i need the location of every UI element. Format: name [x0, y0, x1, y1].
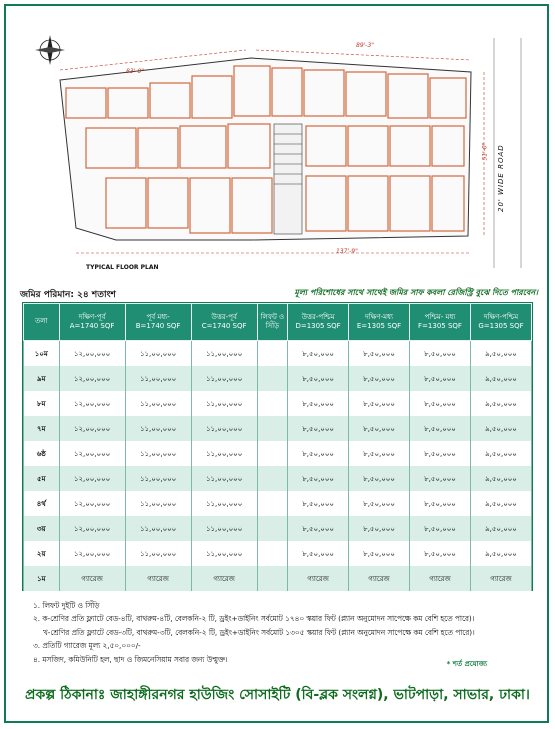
price-cell: ৮,৫০,০০০ — [288, 441, 349, 466]
column-header — [191, 304, 257, 341]
price-table-container — [22, 302, 533, 591]
column-header-line1: লিফট ও — [260, 312, 285, 321]
column-header — [410, 304, 471, 341]
price-cell: ১১,০০,০০০ — [191, 466, 257, 491]
price-cell — [257, 516, 287, 541]
price-cell: ৮,৫০,০০০ — [349, 366, 410, 391]
table-row — [24, 391, 532, 416]
price-cell: ৮,৫০,০০০ — [349, 466, 410, 491]
project-address: প্রকল্প ঠিকানাঃ জাহাঙ্গীরনগর হাউজিং সোসাইটি (বি-ব্লক সংলগ্ন), ভাটপাড়া, সাভার, ঢাকা। — [25, 687, 530, 703]
table-row — [24, 341, 532, 367]
column-header-line1: উত্তর-পূর্ব — [211, 312, 237, 321]
price-cell: ৯,৫০,০০০ — [470, 366, 531, 391]
price-cell — [257, 491, 287, 516]
price-cell — [257, 466, 287, 491]
floor-cell: ৫ম — [24, 466, 60, 491]
note-item: খ-শ্রেণির প্রতি ফ্ল্যাটে বেড-৩টি, বাথরুম-৩টি, বেলকনি-২ টি, ড্রইং+ডাইনিং সর্বমোট ১৩০৫ স্কয়ার ফিট (প্ল্যান অনুমোদন সাপেক্ষে কম বেশি হতে পারে)। — [43, 627, 475, 637]
price-cell: ১১,০০,০০০ — [125, 491, 191, 516]
price-cell: ৮,৫০,০০০ — [410, 466, 471, 491]
price-cell: ৯,৫০,০০০ — [470, 441, 531, 466]
price-table — [23, 303, 532, 591]
dim-top-label: 89'-3" — [356, 42, 375, 49]
column-header-line1: উত্তর-পশ্চিম — [301, 312, 335, 321]
table-row — [24, 541, 532, 566]
column-header — [470, 304, 531, 341]
price-cell: ১১,০০,০০০ — [191, 341, 257, 367]
price-cell: ৮,৫০,০০০ — [288, 366, 349, 391]
table-row — [24, 491, 532, 516]
price-cell: ৮,৫০,০০০ — [410, 391, 471, 416]
table-row — [24, 416, 532, 441]
price-cell: ৯,৫০,০০০ — [470, 516, 531, 541]
price-cell: ৯,৫০,০০০ — [470, 341, 531, 367]
column-header-line2: A=1740 SQF — [69, 322, 115, 330]
floor-cell: ৪র্থ — [24, 491, 60, 516]
price-cell: ৯,৫০,০০০ — [470, 541, 531, 566]
floor-cell: ৮ম — [24, 391, 60, 416]
price-cell: ৮,৫০,০০০ — [410, 441, 471, 466]
column-header-line2: C=1740 SQF — [201, 322, 247, 330]
note-item: ৪. মসজিদ, কমিউনিটি হল, ছাদ ও জিমনেসিয়াম সবার জন্য উন্মুক্ত। — [33, 654, 228, 664]
plan-caption: TYPICAL FLOOR PLAN — [86, 264, 159, 271]
column-header-line2: D=1305 SQF — [295, 322, 341, 330]
price-cell: ১১,০০,০০০ — [191, 441, 257, 466]
price-cell: ১১,০০,০০০ — [125, 416, 191, 441]
floor-cell: ৬ষ্ঠ — [24, 441, 60, 466]
price-cell: ৯,৫০,০০০ — [470, 416, 531, 441]
land-area-text: জমির পরিমান: ২৪ শতাংশ — [20, 290, 116, 300]
road-label: 20' WIDE ROAD — [497, 144, 505, 212]
price-cell — [257, 416, 287, 441]
column-header — [125, 304, 191, 341]
price-cell: ১১,০০,০০০ — [191, 416, 257, 441]
price-cell: ১২,০০,০০০ — [59, 466, 125, 491]
price-cell: ১২,০০,০০০ — [59, 441, 125, 466]
floor-plan-drawing — [16, 28, 536, 276]
price-cell: ৮,৫০,০০০ — [410, 366, 471, 391]
column-header — [24, 304, 60, 341]
dim-right-label: 51'-0" — [481, 142, 489, 161]
price-cell: ১২,০০,০০০ — [59, 366, 125, 391]
price-cell: ১১,০০,০০০ — [125, 341, 191, 367]
price-cell: ৮,৫০,০০০ — [410, 416, 471, 441]
dim-bottom-label: 137'-9" — [336, 248, 358, 255]
price-cell: ১২,০০,০০০ — [59, 516, 125, 541]
note-item: ২. ক-শ্রেণির প্রতি ফ্ল্যাটে বেড-৪টি, বাথরুম-৪টি, বেলকনি-২ টি, ড্রইং+ডাইনিং সর্বমোট ১৭৪০ স্কয়ার ফিট (প্ল্যান অনুমোদন সাপেক্ষে কম বেশি হতে পারে)। — [33, 614, 475, 624]
price-cell: গ্যারেজ — [125, 566, 191, 591]
price-cell: ১১,০০,০০০ — [191, 366, 257, 391]
price-cell: ১১,০০,০০০ — [125, 466, 191, 491]
price-cell: ১১,০০,০০০ — [125, 391, 191, 416]
floor-cell: ৯ম — [24, 366, 60, 391]
column-header — [288, 304, 349, 341]
price-cell: ১১,০০,০০০ — [125, 441, 191, 466]
price-cell: গ্যারেজ — [59, 566, 125, 591]
column-header — [349, 304, 410, 341]
price-cell: ৮,৫০,০০০ — [349, 541, 410, 566]
price-cell: ১২,০০,০০০ — [59, 541, 125, 566]
price-cell: গ্যারেজ — [410, 566, 471, 591]
price-cell: ১২,০০,০০০ — [59, 491, 125, 516]
registry-tagline: মূল্য পরিশোধের সাথে সাথেই জমির সাফ কবলা রেজিস্ট্রি বুঝে দিতে পারবেন। — [294, 288, 538, 297]
column-header-line2: E=1305 SQF — [356, 322, 402, 330]
price-cell: গ্যারেজ — [470, 566, 531, 591]
price-cell: ৮,৫০,০০০ — [288, 416, 349, 441]
price-cell: ৮,৫০,০০০ — [410, 541, 471, 566]
floor-cell: ১০ম — [24, 341, 60, 367]
price-cell: ৮,৫০,০০০ — [288, 341, 349, 367]
price-cell: ৯,৫০,০০০ — [470, 466, 531, 491]
terms-apply-note: * শর্ত প্রযোজ্য — [446, 660, 487, 668]
column-header-line1: পশ্চিম- মধ্য — [424, 312, 456, 321]
table-header-row — [24, 304, 532, 341]
price-cell: ৯,৫০,০০০ — [470, 491, 531, 516]
north-arrow-icon — [35, 35, 65, 65]
price-cell: গ্যারেজ — [349, 566, 410, 591]
table-row — [24, 466, 532, 491]
price-cell: ১২,০০,০০০ — [59, 341, 125, 367]
price-cell: ১২,০০,০০০ — [59, 391, 125, 416]
price-cell: ১১,০০,০০০ — [191, 541, 257, 566]
price-cell: ১১,০০,০০০ — [191, 516, 257, 541]
price-cell: ১২,০০,০০০ — [59, 416, 125, 441]
price-cell: ৮,৫০,০০০ — [349, 341, 410, 367]
price-cell — [257, 441, 287, 466]
column-header — [257, 304, 287, 341]
price-cell — [257, 541, 287, 566]
floor-cell: ২য় — [24, 541, 60, 566]
price-cell: ১১,০০,০০০ — [125, 366, 191, 391]
column-header-line1: দক্ষিণ-পশ্চিম — [483, 312, 519, 321]
floor-cell: ৭ম — [24, 416, 60, 441]
price-cell: ৮,৫০,০০০ — [349, 441, 410, 466]
price-cell: ৮,৫০,০০০ — [288, 466, 349, 491]
column-header-line1: দক্ষিণ-পূর্ব — [78, 312, 106, 321]
price-cell: ১১,০০,০০০ — [191, 491, 257, 516]
floor-cell: ১ম — [24, 566, 60, 591]
column-header-line2: B=1740 SQF — [135, 322, 181, 330]
price-cell: ৮,৫০,০০০ — [410, 341, 471, 367]
column-header-line1: দক্ষিণ-মধ্য — [365, 312, 394, 321]
column-header-line2: সিঁড়ি — [265, 322, 280, 330]
notes-list — [33, 599, 528, 666]
price-cell: ৮,৫০,০০০ — [410, 491, 471, 516]
price-cell: ১১,০০,০০০ — [125, 541, 191, 566]
table-row — [24, 516, 532, 541]
price-cell — [257, 391, 287, 416]
price-cell: গ্যারেজ — [191, 566, 257, 591]
price-cell: ৯,৫০,০০০ — [470, 391, 531, 416]
column-header-line1: পূর্ব মধ্য- — [146, 312, 170, 321]
note-item: ৩. প্রতিটি গ্যারেজ মূল্য ২,৫০,০০০/- — [33, 641, 141, 651]
price-cell: ৮,৫০,০০০ — [349, 516, 410, 541]
price-cell: ১১,০০,০০০ — [125, 516, 191, 541]
table-body — [24, 341, 532, 592]
column-header-line2: G=1305 SQF — [478, 322, 524, 330]
dim-left-label: 83'-0" — [126, 68, 145, 75]
column-header — [59, 304, 125, 341]
price-cell: ৮,৫০,০০০ — [288, 391, 349, 416]
price-cell: ৮,৫০,০০০ — [288, 516, 349, 541]
table-row — [24, 441, 532, 466]
price-cell: গ্যারেজ — [288, 566, 349, 591]
price-cell — [257, 566, 287, 591]
column-header-line1: তলা — [35, 317, 48, 326]
price-cell: ৮,৫০,০০০ — [410, 516, 471, 541]
floor-plan — [16, 28, 536, 276]
note-item: ১. লিফট দুইটি ও সিঁড়ি — [33, 601, 100, 610]
column-header-line2: F=1305 SQF — [418, 322, 462, 330]
table-row — [24, 566, 532, 591]
floor-cell: ৩য় — [24, 516, 60, 541]
price-cell: ১১,০০,০০০ — [191, 391, 257, 416]
price-cell: ৮,৫০,০০০ — [349, 491, 410, 516]
price-cell: ৮,৫০,০০০ — [349, 416, 410, 441]
table-row — [24, 366, 532, 391]
price-cell — [257, 366, 287, 391]
price-cell: ৮,৫০,০০০ — [288, 541, 349, 566]
price-cell — [257, 341, 287, 367]
price-cell: ৮,৫০,০০০ — [288, 491, 349, 516]
price-cell: ৮,৫০,০০০ — [349, 391, 410, 416]
